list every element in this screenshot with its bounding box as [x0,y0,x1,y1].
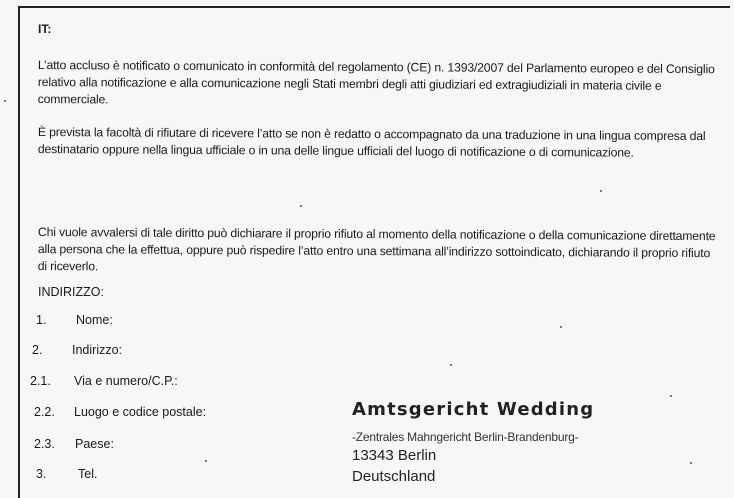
scan-speck [205,460,207,462]
language-code: IT: [38,22,52,36]
row-number: 3. [36,467,47,481]
scan-speck [690,462,692,464]
row-label: Tel. [78,467,98,481]
row-label: Via e numero/C.P.: [74,374,178,388]
paragraph-regulation-notice: L’atto accluso è notificato o comunicato in conformità del regolamento (CE) n. 1393/2007 del Parlamento europeo e del Consiglio relativo alla notificazione e alla comunicazione negli Stati membri degli atti giudiziari ed extragiudiziali in materia civile e commerciale. [37,57,715,107]
scan-speck [560,326,562,328]
row-label: Paese: [75,437,114,451]
row-number: 2.1. [30,374,51,388]
scan-speck [450,364,452,366]
court-stamp-country: Deutschland [352,468,436,485]
court-stamp-name: Amtsgericht Wedding [352,399,595,420]
paragraph-refusal-procedure: Chi vuole avvalersi di tale diritto può dichiarare il proprio rifiuto al momento della notificazione o della comunicazione direttamente alla persona che la effettua, oppure può rispedire l’atto entro una settimana all’indirizzo sottoindicato, dichiarando il proprio rifiuto di riceverlo. [37,224,716,274]
paragraph-translation-right: È prevista la facoltà di rifiutare di ricevere l’atto se non è redatto o accompagnato da una traduzione in una lingua compresa dal destinatario oppure nella lingua ufficiale o in una delle lingue ufficiali del luogo di notificazione o di comunicazione. [37,124,706,160]
row-number: 2.2. [34,405,55,419]
row-label: Nome: [76,313,113,327]
scan-speck [670,395,672,397]
court-stamp-subtitle: -Zentrales Mahngericht Berlin-Brandenburg- [352,430,579,444]
court-stamp-city: 13343 Berlin [352,447,437,464]
row-label: Indirizzo: [72,343,123,357]
scan-speck [300,205,302,207]
row-label: Luogo e codice postale: [74,405,207,419]
address-title: INDIRIZZO: [38,285,104,299]
scan-speck [600,190,602,192]
row-number: 2.3. [34,437,55,451]
row-number: 1. [36,313,47,327]
row-number: 2. [32,343,43,357]
scan-speck [4,100,6,102]
